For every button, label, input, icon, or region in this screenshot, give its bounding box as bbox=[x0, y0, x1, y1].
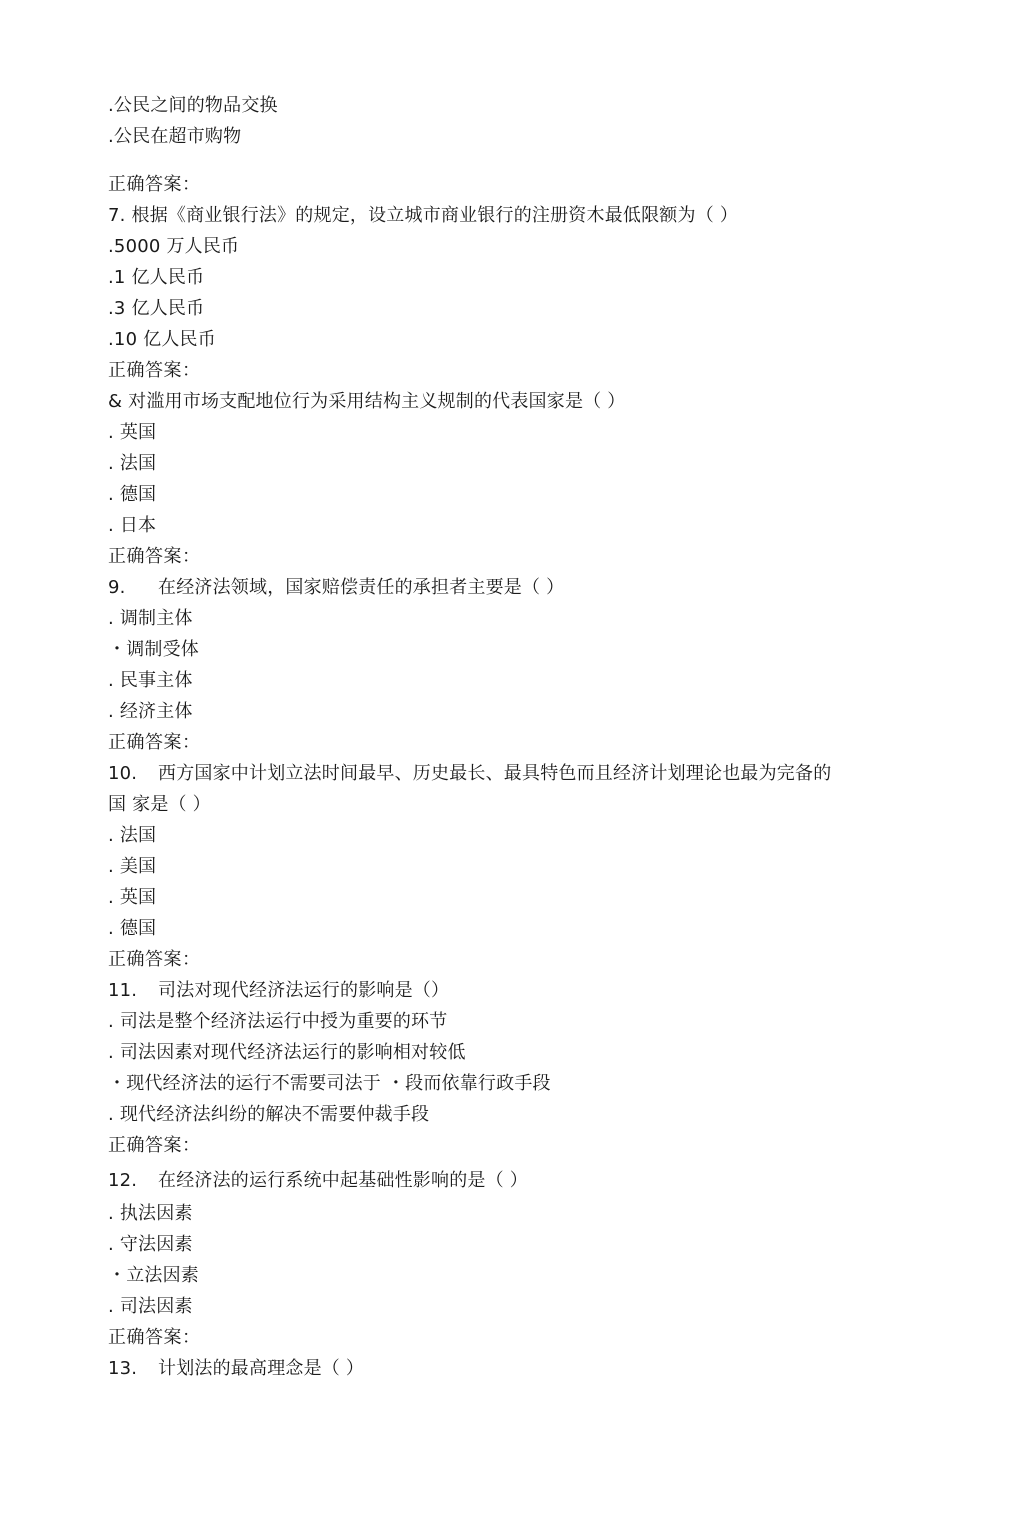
option-line: . 现代经济法纠纷的解决不需要仲裁手段 bbox=[108, 1104, 430, 1125]
question-number: 10. bbox=[108, 763, 138, 784]
option-line: . 司法是整个经济法运行中授为重要的环节 bbox=[108, 1011, 448, 1032]
option-line: .5000 万人民币 bbox=[108, 236, 240, 257]
question-13 bbox=[108, 1357, 364, 1381]
option-line: ・现代经济法的运行不需要司法于 ・段而依靠行政手段 bbox=[108, 1073, 551, 1094]
option-line: .1 亿人民币 bbox=[108, 267, 205, 288]
question-7: 7. 根据《商业银行法》的规定，设立城市商业银行的注册资木最低限额为（ ） bbox=[108, 205, 739, 226]
question-number: 11. bbox=[108, 980, 138, 1001]
option-line: . 法国 bbox=[108, 825, 157, 846]
option-line: . 司法因素对现代经济法运行的影响相对较低 bbox=[108, 1042, 466, 1063]
answer-label: 正确答案： bbox=[108, 732, 201, 753]
answer-label: 正确答案： bbox=[108, 1135, 201, 1156]
option-line: .公民之间的物品交换 bbox=[108, 95, 278, 116]
option-line: . 司法因素 bbox=[108, 1296, 193, 1317]
option-line: .3 亿人民币 bbox=[108, 298, 205, 319]
option-line: . 英国 bbox=[108, 422, 157, 443]
question-text: 在经济法领域，国家赔偿责任的承担者主要是（ ） bbox=[158, 577, 565, 598]
option-line: ・立法因素 bbox=[108, 1265, 199, 1286]
question-9 bbox=[108, 576, 564, 600]
answer-label: 正确答案： bbox=[108, 546, 201, 567]
option-line: . 守法因素 bbox=[108, 1234, 193, 1255]
option-line: . 经济主体 bbox=[108, 701, 193, 722]
question-continuation: 国 家是（ ） bbox=[108, 794, 211, 815]
option-line: . 执法因素 bbox=[108, 1203, 193, 1224]
option-line: ・调制受体 bbox=[108, 639, 199, 660]
answer-label: 正确答案： bbox=[108, 949, 201, 970]
answer-label: 正确答案： bbox=[108, 360, 201, 381]
question-text: 计划法的最高理念是（ ） bbox=[158, 1358, 365, 1379]
option-line: . 德国 bbox=[108, 918, 157, 939]
option-line: . 法国 bbox=[108, 453, 157, 474]
question-number: 13. bbox=[108, 1358, 138, 1379]
question-8: & 对滥用市场支配地位行为采用结构主义规制的代表国家是（ ） bbox=[108, 391, 626, 412]
question-12 bbox=[108, 1169, 528, 1193]
option-line: . 日本 bbox=[108, 515, 157, 536]
option-line: . 德国 bbox=[108, 484, 157, 505]
question-text: 在经济法的运行系统中起基础性影响的是（ ） bbox=[158, 1170, 528, 1191]
answer-label: 正确答案： bbox=[108, 1327, 201, 1348]
question-text: 西方国家中计划立法时间最早、历史最长、最具特色而且经济计划理论也最为完备的 bbox=[158, 763, 832, 784]
option-line: .公民在超市购物 bbox=[108, 126, 242, 147]
question-number: 9. bbox=[108, 577, 126, 598]
question-10 bbox=[108, 762, 831, 786]
option-line: . 英国 bbox=[108, 887, 157, 908]
question-number: 12. bbox=[108, 1170, 138, 1191]
answer-label: 正确答案： bbox=[108, 174, 201, 195]
question-11 bbox=[108, 979, 449, 1003]
option-line: . 民事主体 bbox=[108, 670, 193, 691]
option-line: . 调制主体 bbox=[108, 608, 193, 629]
question-text: 司法对现代经济法运行的影响是（） bbox=[158, 980, 450, 1001]
option-line: . 美国 bbox=[108, 856, 157, 877]
option-line: .10 亿人民币 bbox=[108, 329, 216, 350]
